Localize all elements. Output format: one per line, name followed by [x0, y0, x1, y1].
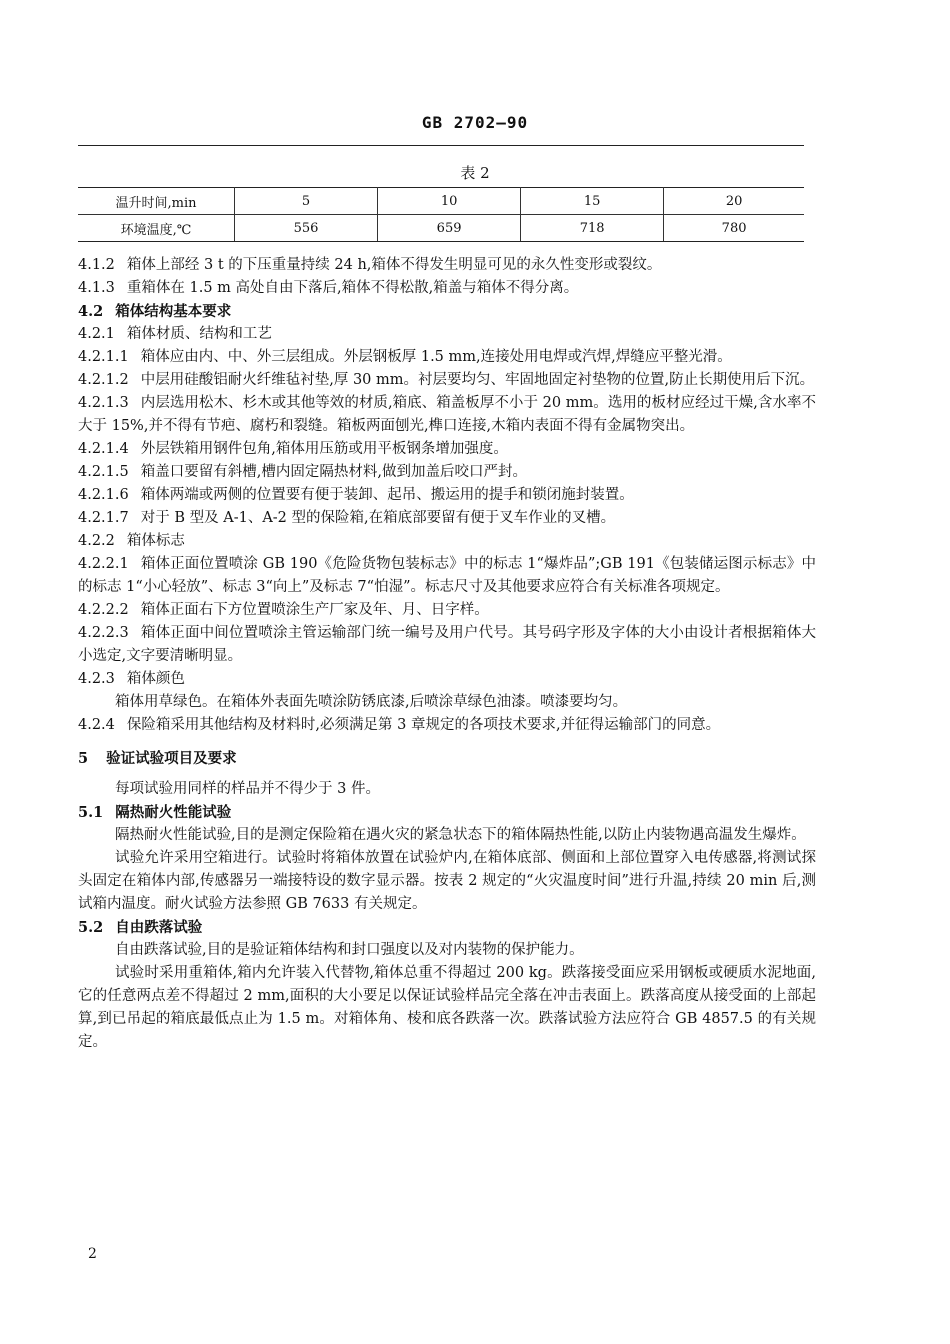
clause-4-2-1-5: [78, 461, 816, 484]
clause-4-1-2: [78, 254, 816, 277]
paragraph: 箱体用草绿色。在箱体外表面先喷涂防锈底漆,后喷涂草绿色油漆。喷漆要均匀。: [115, 694, 628, 710]
subsection-heading-4-2-2: [78, 530, 816, 553]
paragraph: 自由跌落试验,目的是验证箱体结构和封口强度以及对内装物的保护能力。: [115, 942, 584, 958]
heading-text: 箱体标志: [126, 533, 185, 549]
clause-text: 箱体上部经 3 t 的下压重量持续 24 h,箱体不得发生明显可见的永久性变形或裂纹。: [126, 257, 662, 273]
clause-text: 箱体两端或两侧的位置要有便于装卸、起吊、搬运用的提手和锁闭施封装置。: [140, 487, 634, 503]
clause-number: 4.2.1.6: [78, 487, 129, 503]
clause-text: 箱体正面右下方位置喷涂生产厂家及年、月、日字样。: [140, 602, 489, 618]
clause-number: 4.2: [78, 303, 104, 320]
clause-text: 箱盖口要留有斜槽,槽内固定隔热材料,做到加盖后咬口严封。: [140, 464, 527, 480]
clause-number: 4.2.2.2: [78, 602, 129, 618]
clause-4-2-1-6: [78, 484, 816, 507]
clause-text: 重箱体在 1.5 m 高处自由下落后,箱体不得松散,箱盖与箱体不得分离。: [126, 280, 579, 296]
clause-text: 箱体正面中间位置喷涂主管运输部门统一编号及用户代号。其号码字形及字体的大小由设计者根据箱体大小选定,文字要清晰明显。: [78, 625, 816, 664]
clause-4-2-1-2: [78, 369, 816, 392]
clause-4-2-4: [78, 714, 816, 737]
table-row-label: 温升时间,min: [78, 188, 235, 215]
clause-number: 4.2.1.5: [78, 464, 129, 480]
table-cell: 718: [521, 215, 664, 242]
paragraph: 每项试验用同样的样品并不得少于 3 件。: [115, 781, 380, 797]
clause-number: 5.1: [78, 804, 104, 821]
subsection-heading-4-2-3: [78, 668, 816, 691]
section-heading-5-2: [78, 916, 816, 939]
section-heading-5-1: [78, 801, 816, 824]
clause-4-2-2-2: [78, 599, 816, 622]
heading-text: 箱体材质、结构和工艺: [126, 326, 272, 342]
section-heading-5: [78, 747, 816, 770]
clause-text: 中层用硅酸铝耐火纤维毡衬垫,厚 30 mm。衬层要均匀、牢固地固定衬垫物的位置,防止长期使用后下沉。: [140, 372, 815, 388]
clause-text: 内层选用松木、杉木或其他等效的材质,箱底、箱盖板厚不小于 20 mm。选用的板材应经过干燥,含水率不大于 15%,并不得有节疤、腐朽和裂缝。箱板两面刨光,榫口连接,木箱内表面不得有金属物突出。: [78, 395, 816, 434]
section-heading-4-2: [78, 300, 816, 323]
header-rule: [78, 145, 804, 146]
clause-number: 4.2.1.2: [78, 372, 129, 388]
table-cell: 780: [664, 215, 804, 242]
clause-4-2-1-4: [78, 438, 816, 461]
clause-number: 5.2: [78, 919, 104, 936]
heading-text: 箱体结构基本要求: [115, 303, 232, 320]
clause-4-2-1-7: [78, 507, 816, 530]
table-cell: 20: [664, 188, 804, 215]
table-cell: 556: [235, 215, 378, 242]
table-row-label: 环境温度,℃: [78, 215, 235, 242]
clause-number: 4.2.3: [78, 671, 115, 687]
table-cell: 5: [235, 188, 378, 215]
clause-number: 5: [78, 750, 89, 767]
clause-number: 4.2.2: [78, 533, 115, 549]
clause-number: 4.2.1.4: [78, 441, 129, 457]
clause-4-2-2-1: [78, 553, 816, 599]
heading-text: 隔热耐火性能试验: [115, 804, 232, 821]
clause-number: 4.2.1.1: [78, 349, 129, 365]
paragraph: 试验时采用重箱体,箱内允许装入代替物,箱体总重不得超过 200 kg。跌落接受面应采用钢板或硬质水泥地面,它的任意两点差不得超过 2 mm,面积的大小要足以保证试验样品完全落在冲击表面上。跌落高度从接受面的上部起算,到已吊起的箱底最低点止为 1.5 m。对箱体角、棱和底各跌落一次。跌落试验方法应符合 GB 4857.5 的有关规定。: [78, 965, 816, 1050]
clause-number: 4.2.1: [78, 326, 115, 342]
temperature-table: [78, 187, 804, 242]
document-body: [78, 254, 816, 1054]
clause-text: 箱体应由内、中、外三层组成。外层钢板厚 1.5 mm,连接处用电焊或汽焊,焊缝应平整光滑。: [140, 349, 732, 365]
table-caption: 表 2: [460, 164, 490, 182]
clause-number: 4.1.3: [78, 280, 115, 296]
heading-text: 自由跌落试验: [115, 919, 203, 936]
clause-4-2-1-3: [78, 392, 816, 438]
clause-number: 4.2.1.3: [78, 395, 129, 411]
heading-text: 验证试验项目及要求: [106, 750, 237, 767]
paragraph: 试验允许采用空箱进行。试验时将箱体放置在试验炉内,在箱体底部、侧面和上部位置穿入电传感器,将测试探头固定在箱体内部,传感器另一端接特设的数字显示器。按表 2 规定的“火灾温度时间”进行升温,持续 20 min 后,测试箱内温度。耐火试验方法参照 GB 7633 有关规定。: [78, 850, 816, 912]
clause-number: 4.1.2: [78, 257, 115, 273]
clause-text: 箱体正面位置喷涂 GB 190《危险货物包装标志》中的标志 1“爆炸品”;GB 191《包装储运图示标志》中的标志 1“小心轻放”、标志 3“向上”及标志 7“怕湿”。标志尺寸及其他要求应符合有关标准各项规定。: [78, 556, 816, 595]
clause-4-2-1-1: [78, 346, 816, 369]
clause-text: 保险箱采用其他结构及材料时,必须满足第 3 章规定的各项技术要求,并征得运输部门的同意。: [126, 717, 721, 733]
table-cell: 15: [521, 188, 664, 215]
clause-text: 对于 B 型及 A-1、A-2 型的保险箱,在箱底部要留有便于叉车作业的叉槽。: [140, 510, 616, 526]
heading-text: 箱体颜色: [126, 671, 185, 687]
clause-4-1-3: [78, 277, 816, 300]
paragraph: 隔热耐火性能试验,目的是测定保险箱在遇火灾的紧急状态下的箱体隔热性能,以防止内装物遇高温发生爆炸。: [115, 827, 806, 843]
subsection-heading-4-2-1: [78, 323, 816, 346]
clause-number: 4.2.2.3: [78, 625, 129, 641]
page-header: GB 2702—90: [421, 113, 529, 132]
clause-number: 4.2.2.1: [78, 556, 129, 572]
clause-text: 外层铁箱用钢件包角,箱体用压筋或用平板钢条增加强度。: [140, 441, 508, 457]
page-number: 2: [88, 1246, 97, 1262]
table-row: [78, 188, 804, 215]
clause-4-2-2-3: [78, 622, 816, 668]
table-row: [78, 215, 804, 242]
clause-number: 4.2.4: [78, 717, 115, 733]
table-cell: 10: [378, 188, 521, 215]
table-cell: 659: [378, 215, 521, 242]
clause-number: 4.2.1.7: [78, 510, 129, 526]
